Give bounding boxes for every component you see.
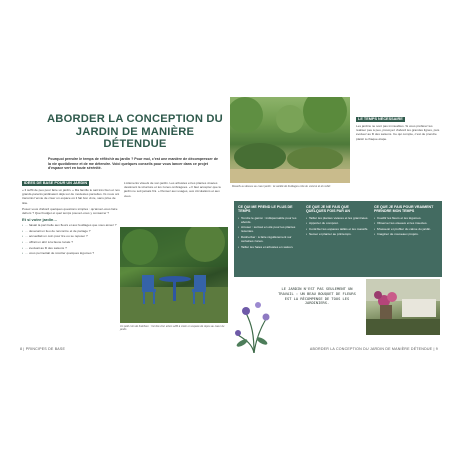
list-item: • … vous permettait de récolter quelques légumes ? (22, 251, 122, 255)
subheading: Et si votre jardin… (22, 217, 58, 223)
left-page (14, 97, 228, 359)
panel-column (374, 205, 438, 238)
panel-column (238, 205, 302, 250)
section-heading: LE TEMPS NÉCESSAIRE (358, 117, 403, 121)
bullet-list (22, 223, 122, 255)
garden-table-photo (120, 227, 228, 323)
body-paragraph: « Il suffit de peu pour faire un jardin. » Ma famille le sait très bien et nos grands-parents jardinaient déjà sur de modestes parcelles. Ils nous ont transmis l'envie de créer un espace où il fait bon vivre, sans prise de tête. (22, 188, 120, 205)
list-item: • Semer et planter au printemps. (306, 232, 370, 236)
garden-scene-illustration (120, 227, 228, 323)
page-folio: 8 | PRINCIPES DE BASE (20, 347, 66, 351)
list-item: • … accueillait un coin pour lire ou se reposer ? (22, 234, 122, 238)
body-paragraph: Les jardins ne sont pas immuables. Si vous préférez les réaliser peu à peu, prévoyez d'abord les grandes lignes, puis évoluez au fil des saisons. Ce qui compte, c'est de prendre plaisir à chaque étape. (356, 124, 440, 141)
flower-illustration (232, 295, 276, 353)
list-item: • … évoluait au fil des saisons ? (22, 246, 122, 250)
list-item: • Tailler les haies et arbustes en saison. (238, 245, 302, 249)
section-heading: IDÉES DE BASE POUR UN JARDIN (24, 181, 88, 185)
list-item: • Apporter du compost. (306, 221, 370, 225)
list-item: • Imaginer de nouveaux projets. (374, 232, 438, 236)
panel-title: CE QUI ME PREND LE PLUS DE TEMPS (238, 205, 293, 214)
right-page (230, 97, 444, 359)
list-item: • M'asseoir et profiter du calme du jardin. (374, 227, 438, 231)
planting-scene-illustration (230, 97, 350, 183)
panel-column (306, 205, 370, 238)
list-item: • … devenait un lieu de rencontre et de partage ? (22, 229, 122, 233)
time-tips-panel (234, 201, 442, 277)
page-title: ABORDER LA CONCEPTION DU JARDIN DE MANIÈRE DÉTENDUE (47, 113, 223, 150)
photo-caption: Massifs au dessus au cœur jardin : la variété de feuillages crée du volume et du relief. (232, 185, 331, 188)
left-column (22, 181, 122, 257)
list-item: • … faisait la part belle aux fleurs et aux feuillages que vous aimez ? (22, 223, 122, 227)
list-item: • … offrait un abri à la faune locale ? (22, 240, 122, 244)
list-item: • Contrôler les espaces taillés et les massifs. (306, 227, 370, 231)
bouquet-scene-illustration (366, 279, 440, 335)
page-folio: ABORDER LA CONCEPTION DU JARDIN DE MANIÈRE DÉTENDUE | 9 (309, 347, 438, 351)
body-paragraph: Posez-vous d'abord quelques questions simples : qu'aimez-vous faire dehors ? Quel budget et quel temps pouvez-vous y consacrer ? (22, 206, 118, 216)
panel-title: CE QUE JE FAIS POUR VRAIMENT PRENDRE MON TEMPS (374, 205, 434, 214)
intro-paragraph: Pourquoi prendre le temps de réfléchir au jardin ? Pour moi, c'est une manière de décompresser de la vie quotidienne et de me détendre. Voici quelques conseils pour vous lancer dans ce projet d'espace vert en toute sérénité. (48, 157, 219, 171)
panel-title: CE QUE JE NE FAIS QUE QUELQUES FOIS PAR AN (306, 205, 350, 214)
photo-caption: Un petit coin de fraîcheur : l'ombre d'un arbre suffit à créer un espace de repos au cœur du jardin. (120, 325, 225, 332)
right-column (124, 181, 224, 200)
book-spread (14, 97, 444, 359)
time-needed-section (356, 117, 442, 141)
list-item: • Tailler les plantes vivaces et les graminées. (306, 216, 370, 220)
garden-border-photo (230, 97, 350, 183)
list-item: • Tondre le gazon : indispensable pour les abords. (238, 216, 302, 224)
list-item: • Arroser : surtout en été pour les plantes récentes. (238, 225, 302, 233)
flower-bouquet-photo (366, 279, 440, 335)
list-item: • Observer les oiseaux et les insectes. (374, 221, 438, 225)
pull-quote: LE JARDIN N'EST PAS SEULEMENT UN TRAVAIL : UN BEAU BOUQUET DE FLEURS EST LA RÉCOMPENSE DE TOUS LES JARDINIERS. (278, 287, 356, 306)
list-item: • Cueillir les fleurs et les légumes. (374, 216, 438, 220)
body-paragraph: L'éléments visuels de son jardin. Les arbustes et les plantes vivaces dessinent la structure et les zones ombragées. « Il faut accepter que le jardin ne soit jamais fini. » Pensez aux usages, aux circulations et aux vues. (124, 181, 221, 198)
list-item: • Désherber : à faire régulièrement sur certaines zones. (238, 235, 302, 243)
